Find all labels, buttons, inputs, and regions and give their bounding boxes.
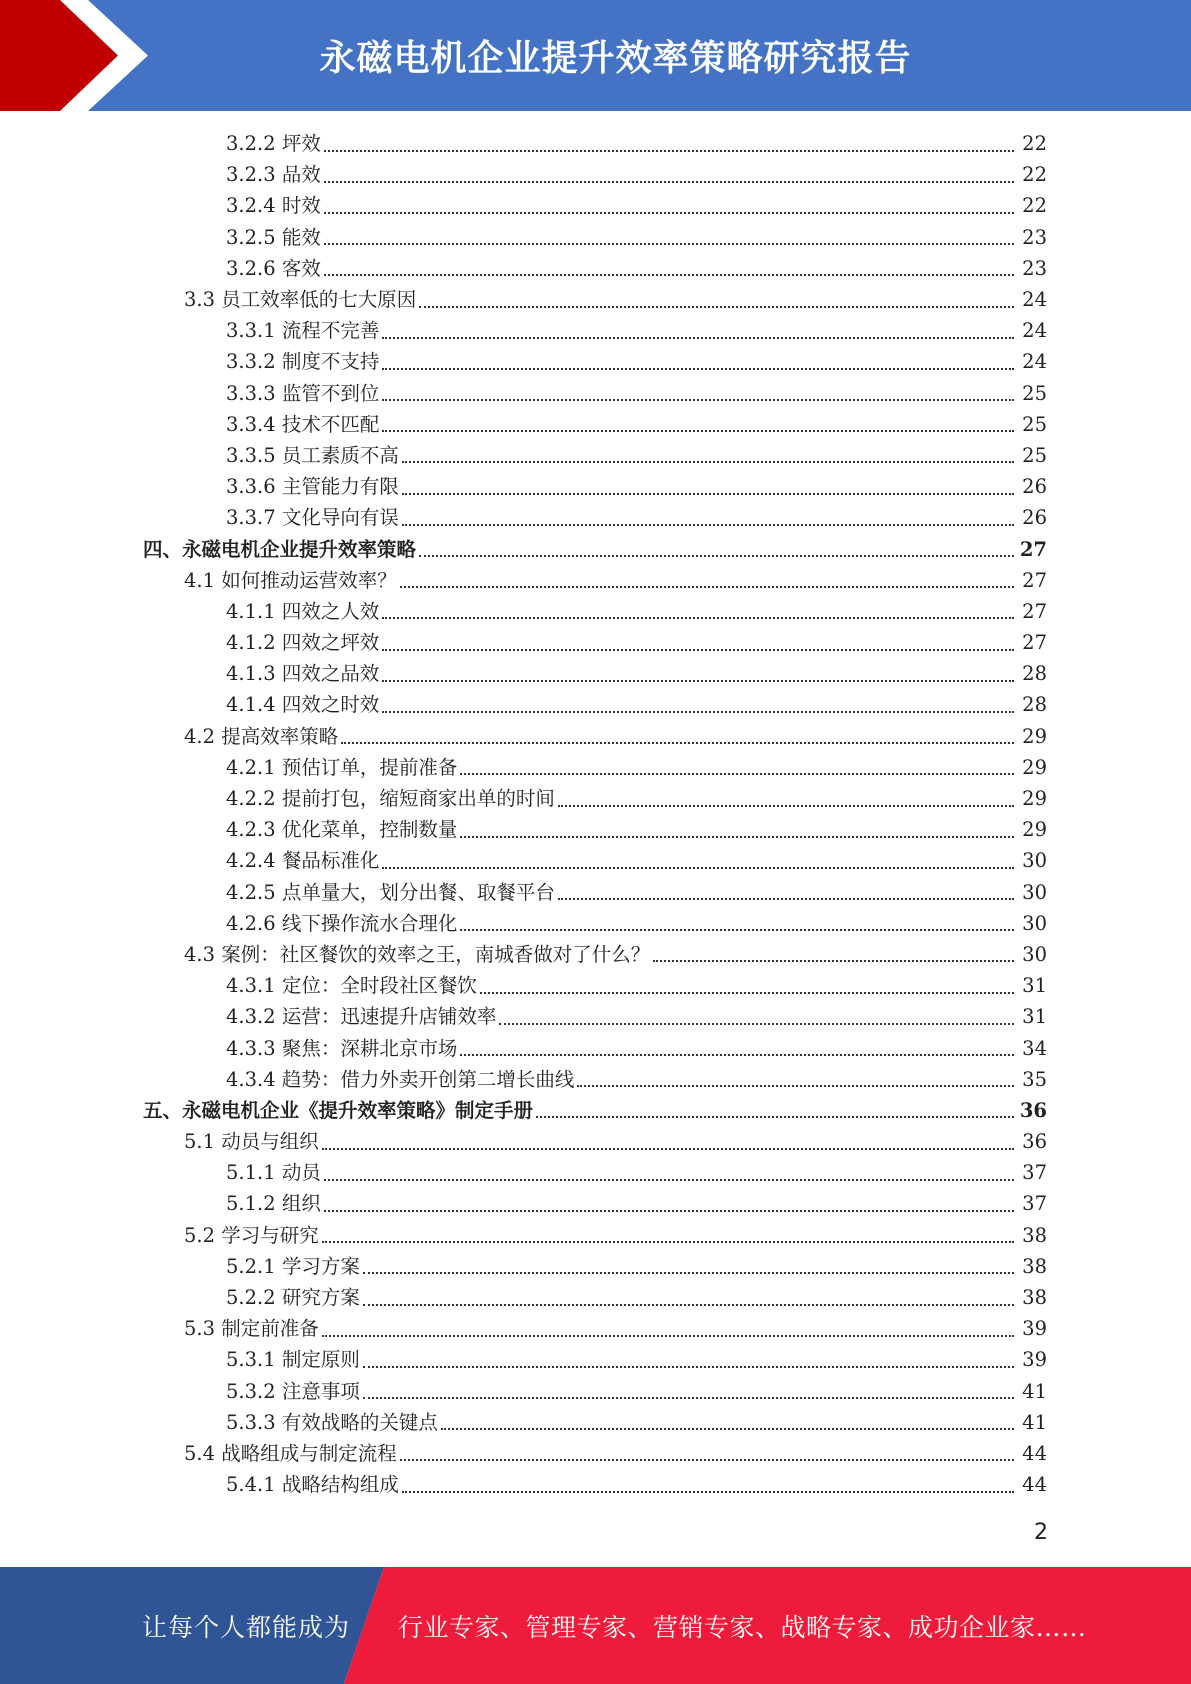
toc-dot-leader bbox=[341, 742, 1014, 744]
toc-entry[interactable] bbox=[0, 502, 1191, 533]
toc-entry[interactable] bbox=[0, 596, 1191, 627]
toc-dot-leader bbox=[322, 1148, 1014, 1150]
toc-entry-label: 3.2.5 能效 bbox=[226, 225, 321, 249]
toc-entry[interactable] bbox=[0, 721, 1191, 752]
toc-dot-leader bbox=[577, 1085, 1014, 1087]
toc-entry-page: 29 bbox=[1022, 724, 1047, 748]
toc-entry-page: 22 bbox=[1022, 194, 1047, 218]
toc-dot-leader bbox=[322, 1335, 1014, 1337]
toc-dot-leader bbox=[324, 274, 1014, 276]
toc-dot-leader bbox=[382, 399, 1014, 401]
toc-entry-page: 23 bbox=[1022, 225, 1047, 249]
toc-entry-label: 3.2.6 客效 bbox=[226, 256, 321, 280]
toc-entry[interactable] bbox=[0, 1064, 1191, 1095]
toc-dot-leader bbox=[419, 555, 1014, 557]
toc-dot-leader bbox=[324, 212, 1014, 214]
toc-entry-label: 四、永磁电机企业提升效率策略 bbox=[143, 537, 417, 561]
toc-entry-label: 4.2 提高效率策略 bbox=[184, 724, 339, 748]
toc-entry[interactable] bbox=[0, 752, 1191, 783]
toc-entry-page: 30 bbox=[1022, 849, 1047, 873]
toc-dot-leader bbox=[324, 1179, 1014, 1181]
toc-entry-label: 4.2.3 优化菜单，控制数量 bbox=[226, 818, 458, 842]
toc-entry[interactable] bbox=[0, 658, 1191, 689]
toc-entry-page: 27 bbox=[1022, 631, 1047, 655]
toc-entry-page: 22 bbox=[1022, 132, 1047, 156]
toc-entry-page: 41 bbox=[1022, 1410, 1047, 1434]
toc-entry[interactable] bbox=[0, 346, 1191, 377]
toc-entry-page: 27 bbox=[1019, 537, 1047, 561]
footer-slogan-right: 行业专家、管理专家、营销专家、战略专家、成功企业家…… bbox=[398, 1612, 1087, 1642]
toc-dot-leader bbox=[324, 181, 1014, 183]
toc-entry-label: 五、永磁电机企业《提升效率策略》制定手册 bbox=[143, 1098, 534, 1122]
toc-entry[interactable] bbox=[0, 1095, 1191, 1126]
toc-dot-leader bbox=[402, 493, 1014, 495]
toc-dot-leader bbox=[402, 1491, 1014, 1493]
toc-dot-leader bbox=[558, 805, 1014, 807]
toc-entry-page: 29 bbox=[1022, 818, 1047, 842]
toc-entry-page: 28 bbox=[1022, 693, 1047, 717]
toc-dot-leader bbox=[382, 617, 1014, 619]
toc-entry-page: 35 bbox=[1022, 1067, 1047, 1091]
toc-dot-leader bbox=[536, 1116, 1014, 1118]
toc-entry[interactable] bbox=[0, 128, 1191, 159]
toc-entry[interactable] bbox=[0, 1282, 1191, 1313]
toc-entry-page: 36 bbox=[1022, 1130, 1047, 1154]
toc-entry-page: 25 bbox=[1022, 443, 1047, 467]
toc-entry-label: 5.2.2 研究方案 bbox=[226, 1286, 360, 1310]
toc-entry-label: 4.2.4 餐品标准化 bbox=[226, 849, 380, 873]
toc-entry-page: 39 bbox=[1022, 1317, 1047, 1341]
toc-entry[interactable] bbox=[0, 845, 1191, 876]
toc-entry-page: 44 bbox=[1022, 1441, 1047, 1465]
toc-dot-leader bbox=[460, 929, 1014, 931]
toc-dot-leader bbox=[441, 1428, 1014, 1430]
toc-dot-leader bbox=[382, 867, 1014, 869]
toc-entry-label: 4.1.2 四效之坪效 bbox=[226, 631, 380, 655]
footer-slogan-left: 让每个人都能成为 bbox=[142, 1612, 351, 1642]
toc-entry-label: 5.2.1 学习方案 bbox=[226, 1254, 360, 1278]
toc-entry-label: 3.3.5 员工素质不高 bbox=[226, 443, 399, 467]
toc-dot-leader bbox=[324, 150, 1014, 152]
toc-entry-page: 24 bbox=[1022, 350, 1047, 374]
toc-entry[interactable] bbox=[0, 1251, 1191, 1282]
toc-dot-leader bbox=[460, 1054, 1014, 1056]
toc-dot-leader bbox=[480, 992, 1014, 994]
toc-entry-label: 4.3.3 聚焦：深耕北京市场 bbox=[226, 1036, 458, 1060]
toc-dot-leader bbox=[363, 1397, 1014, 1399]
toc-dot-leader bbox=[382, 680, 1014, 682]
toc-entry-label: 4.2.2 提前打包，缩短商家出单的时间 bbox=[226, 787, 555, 811]
toc-entry-page: 34 bbox=[1022, 1036, 1047, 1060]
toc-entry-page: 27 bbox=[1022, 599, 1047, 623]
toc-entry-page: 36 bbox=[1019, 1098, 1047, 1122]
toc-entry-label: 5.1 动员与组织 bbox=[184, 1130, 319, 1154]
toc-entry-page: 38 bbox=[1022, 1286, 1047, 1310]
toc-entry-label: 3.3 员工效率低的七大原因 bbox=[184, 288, 417, 312]
toc-entry-label: 4.2.1 预估订单，提前准备 bbox=[226, 755, 458, 779]
toc-entry-page: 26 bbox=[1022, 506, 1047, 530]
toc-entry[interactable] bbox=[0, 378, 1191, 409]
toc-entry-label: 3.2.3 品效 bbox=[226, 163, 321, 187]
toc-entry-label: 5.4.1 战略结构组成 bbox=[226, 1473, 399, 1497]
toc-entry[interactable] bbox=[0, 1469, 1191, 1500]
toc-entry[interactable] bbox=[0, 1438, 1191, 1469]
toc-dot-leader bbox=[460, 836, 1014, 838]
toc-entry[interactable] bbox=[0, 1188, 1191, 1219]
toc-entry-label: 4.1.3 四效之品效 bbox=[226, 662, 380, 686]
toc-entry-label: 3.3.2 制度不支持 bbox=[226, 350, 380, 374]
toc-entry[interactable] bbox=[0, 315, 1191, 346]
toc-entry[interactable] bbox=[0, 471, 1191, 502]
toc-entry-page: 31 bbox=[1022, 1005, 1047, 1029]
toc-entry[interactable] bbox=[0, 783, 1191, 814]
toc-entry[interactable] bbox=[0, 1344, 1191, 1375]
toc-entry[interactable] bbox=[0, 253, 1191, 284]
toc-entry-page: 24 bbox=[1022, 319, 1047, 343]
toc-dot-leader bbox=[460, 773, 1014, 775]
toc-entry[interactable] bbox=[0, 440, 1191, 471]
toc-entry-page: 37 bbox=[1022, 1192, 1047, 1216]
toc-entry[interactable] bbox=[0, 159, 1191, 190]
toc-entry[interactable] bbox=[0, 533, 1191, 564]
toc-entry[interactable] bbox=[0, 1220, 1191, 1251]
toc-entry-page: 30 bbox=[1022, 911, 1047, 935]
toc-entry-label: 4.1 如何推动运营效率？ bbox=[184, 568, 397, 592]
toc-entry-page: 37 bbox=[1022, 1161, 1047, 1185]
toc-entry[interactable] bbox=[0, 565, 1191, 596]
toc-entry-page: 24 bbox=[1022, 288, 1047, 312]
toc-entry-page: 38 bbox=[1022, 1223, 1047, 1247]
toc-entry-label: 3.3.4 技术不匹配 bbox=[226, 412, 380, 436]
toc-dot-leader bbox=[400, 586, 1014, 588]
toc-entry-label: 5.4 战略组成与制定流程 bbox=[184, 1441, 397, 1465]
toc-entry[interactable] bbox=[0, 1376, 1191, 1407]
toc-dot-leader bbox=[382, 711, 1014, 713]
toc-entry-page: 30 bbox=[1022, 942, 1047, 966]
toc-dot-leader bbox=[402, 461, 1014, 463]
toc-entry-label: 3.3.6 主管能力有限 bbox=[226, 475, 399, 499]
toc-dot-leader bbox=[402, 524, 1014, 526]
toc-entry-label: 3.2.2 坪效 bbox=[226, 132, 321, 156]
toc-entry-label: 5.3.1 制定原则 bbox=[226, 1348, 360, 1372]
toc-entry-page: 29 bbox=[1022, 787, 1047, 811]
toc-entry[interactable] bbox=[0, 1313, 1191, 1344]
toc-entry-page: 30 bbox=[1022, 880, 1047, 904]
toc-entry-label: 4.2.5 点单量大，划分出餐、取餐平台 bbox=[226, 880, 555, 904]
toc-entry[interactable] bbox=[0, 877, 1191, 908]
toc-entry[interactable] bbox=[0, 1157, 1191, 1188]
toc-entry-page: 29 bbox=[1022, 755, 1047, 779]
toc-entry-page: 23 bbox=[1022, 256, 1047, 280]
toc-dot-leader bbox=[363, 1304, 1014, 1306]
toc-dot-leader bbox=[324, 243, 1014, 245]
toc-entry-page: 25 bbox=[1022, 381, 1047, 405]
toc-entry-page: 31 bbox=[1022, 974, 1047, 998]
toc-entry-label: 5.3.2 注意事项 bbox=[226, 1379, 360, 1403]
toc-entry-page: 22 bbox=[1022, 163, 1047, 187]
toc-entry-label: 4.3.1 定位：全时段社区餐饮 bbox=[226, 974, 477, 998]
page-footer bbox=[0, 1567, 1191, 1684]
toc-entry-page: 38 bbox=[1022, 1254, 1047, 1278]
toc-entry[interactable] bbox=[0, 939, 1191, 970]
toc-entry-label: 4.3.2 运营：迅速提升店铺效率 bbox=[226, 1005, 497, 1029]
toc-entry-label: 4.3.4 趋势：借力外卖开创第二增长曲线 bbox=[226, 1067, 575, 1091]
toc-dot-leader bbox=[400, 1459, 1014, 1461]
toc-entry-page: 27 bbox=[1022, 568, 1047, 592]
toc-dot-leader bbox=[382, 337, 1014, 339]
toc-entry-page: 39 bbox=[1022, 1348, 1047, 1372]
toc-entry[interactable] bbox=[0, 190, 1191, 221]
toc-entry-label: 5.2 学习与研究 bbox=[184, 1223, 319, 1247]
table-of-contents bbox=[0, 128, 1191, 1500]
toc-entry-label: 5.3 制定前准备 bbox=[184, 1317, 319, 1341]
toc-entry-label: 3.3.3 监管不到位 bbox=[226, 381, 380, 405]
toc-entry-label: 5.1.1 动员 bbox=[226, 1161, 321, 1185]
toc-entry-label: 3.2.4 时效 bbox=[226, 194, 321, 218]
toc-dot-leader bbox=[322, 1241, 1014, 1243]
toc-dot-leader bbox=[558, 898, 1014, 900]
toc-entry-label: 3.3.7 文化导向有误 bbox=[226, 506, 399, 530]
toc-entry[interactable] bbox=[0, 1032, 1191, 1063]
toc-entry[interactable] bbox=[0, 970, 1191, 1001]
toc-dot-leader bbox=[382, 430, 1014, 432]
toc-entry[interactable] bbox=[0, 908, 1191, 939]
toc-entry[interactable] bbox=[0, 1001, 1191, 1032]
toc-entry-label: 4.1.4 四效之时效 bbox=[226, 693, 380, 717]
toc-entry-page: 26 bbox=[1022, 475, 1047, 499]
toc-entry-label: 5.3.3 有效战略的关键点 bbox=[226, 1410, 438, 1434]
toc-dot-leader bbox=[363, 1272, 1014, 1274]
toc-dot-leader bbox=[382, 649, 1014, 651]
toc-entry[interactable] bbox=[0, 814, 1191, 845]
toc-entry-page: 41 bbox=[1022, 1379, 1047, 1403]
toc-entry-page: 25 bbox=[1022, 412, 1047, 436]
toc-dot-leader bbox=[419, 306, 1014, 308]
toc-entry-page: 28 bbox=[1022, 662, 1047, 686]
toc-entry[interactable] bbox=[0, 627, 1191, 658]
toc-entry[interactable] bbox=[0, 222, 1191, 253]
toc-entry-label: 3.3.1 流程不完善 bbox=[226, 319, 380, 343]
toc-dot-leader bbox=[499, 1023, 1014, 1025]
toc-dot-leader bbox=[382, 368, 1014, 370]
toc-entry-label: 4.1.1 四效之人效 bbox=[226, 599, 380, 623]
page-header bbox=[0, 0, 1191, 111]
toc-entry[interactable] bbox=[0, 284, 1191, 315]
toc-entry[interactable] bbox=[0, 1407, 1191, 1438]
toc-entry-label: 4.3 案例：社区餐饮的效率之王，南城香做对了什么？ bbox=[184, 942, 651, 966]
toc-dot-leader bbox=[363, 1366, 1014, 1368]
toc-dot-leader bbox=[324, 1210, 1014, 1212]
toc-entry-label: 4.2.6 线下操作流水合理化 bbox=[226, 911, 458, 935]
toc-entry[interactable] bbox=[0, 689, 1191, 720]
toc-dot-leader bbox=[653, 960, 1014, 962]
toc-entry[interactable] bbox=[0, 1126, 1191, 1157]
toc-entry-page: 44 bbox=[1022, 1473, 1047, 1497]
page-number: 2 bbox=[1034, 1520, 1048, 1545]
toc-entry[interactable] bbox=[0, 409, 1191, 440]
header-title: 永磁电机企业提升效率策略研究报告 bbox=[319, 38, 912, 79]
toc-entry-label: 5.1.2 组织 bbox=[226, 1192, 321, 1216]
